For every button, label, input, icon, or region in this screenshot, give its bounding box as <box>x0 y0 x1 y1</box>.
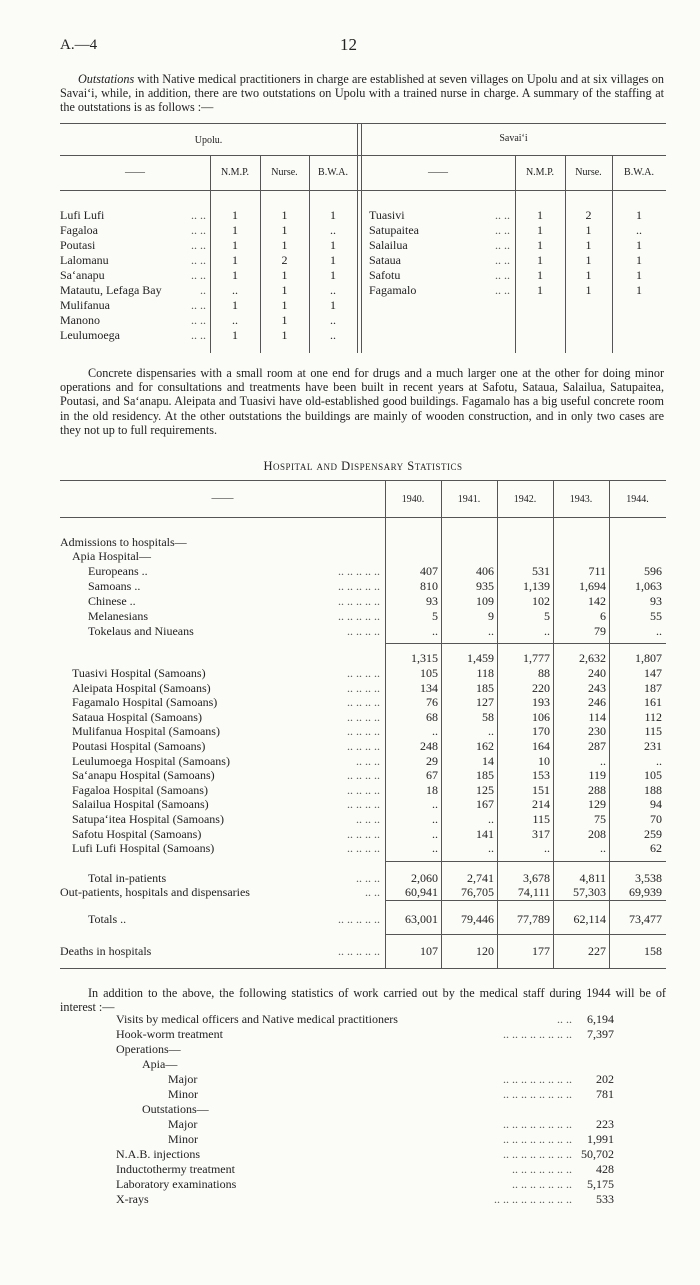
hospital-row-value: 248 <box>420 739 438 753</box>
hospital-row-label: Sataua Hospital (Samoans) <box>72 709 202 724</box>
leader-dots: .. .. <box>495 268 510 282</box>
outpatients-label: Out-patients, hospitals and dispensaries <box>60 885 250 899</box>
upolu-nurse-value: 1 <box>281 268 288 282</box>
hospital-row-value: 161 <box>644 695 662 710</box>
work-item-value: 781 <box>596 1087 614 1101</box>
upolu-bwa-value: .. <box>330 283 336 297</box>
hospital-row-value: 62 <box>650 841 662 856</box>
total-inpatients-label: Total in-patients <box>88 871 167 885</box>
upolu-bwa-value: .. <box>330 313 336 327</box>
work-item-label: Laboratory examinations <box>116 1177 237 1191</box>
leader-dots: .. .. <box>191 253 206 267</box>
totals-value: 79,446 <box>461 912 494 926</box>
leader-dots: .. .. .. .. .. .. .. .. <box>503 1117 572 1131</box>
totals-label: Totals .. <box>88 912 127 926</box>
totals-value: 73,477 <box>629 912 662 926</box>
hospital-row-value: 106 <box>532 709 550 724</box>
hospital-row-value: 29 <box>426 753 438 768</box>
savaii-nurse-value: 1 <box>585 253 592 267</box>
savaii-bwa-value: 1 <box>636 208 642 222</box>
hospital-row-value: 164 <box>532 739 550 753</box>
hospital-row-value: 14 <box>482 753 494 768</box>
work-item-value: 50,702 <box>581 1147 614 1161</box>
outpatients-value: 74,111 <box>517 885 550 899</box>
year-1942: 1942. <box>513 494 537 505</box>
upolu-nmp-value: .. <box>232 283 238 297</box>
upolu-bwa-value: 1 <box>330 208 336 222</box>
hospital-row-value: 193 <box>532 695 550 710</box>
upolu-nmp-value: .. <box>232 313 238 327</box>
hospital-row-value: 185 <box>476 680 494 695</box>
hospital-row-value: 220 <box>532 680 550 695</box>
outpatients-value: 57,303 <box>573 885 606 899</box>
leader-dots: .. .. .. .. .. .. .. .. .. <box>494 1192 572 1206</box>
apia-row-label: Melanesians <box>88 609 148 623</box>
hospital-row-value: .. <box>432 797 438 812</box>
work-item-label: Inductothermy treatment <box>116 1162 235 1176</box>
dispensaries-paragraph: Concrete dispensaries with a small room at one end for drugs and a much larger one at the other for doing minor operations and for consultations and treatments have been built in recent years at Safotu, Sataua, Salailua, Satupaitea, Poutasi, and Sa‘anapu. Aleipata and Tuasivi have old-established good buildings. Fagamalo has a big useful concrete room in the old residency. At the other outstations the buildings are mainly of wooden construction, and in only two cases are they not up to full requirements. <box>60 366 664 437</box>
upolu-nurse-value: 1 <box>281 313 288 327</box>
apia-row-value: .. <box>432 624 438 638</box>
work-item-value: 6,194 <box>587 1012 614 1026</box>
apia-row-value: 102 <box>532 594 550 608</box>
hospital-row-value: 18 <box>426 782 438 797</box>
hospital-row-value: 67 <box>426 768 438 783</box>
leader-dots: .. .. .. <box>356 871 380 885</box>
upolu-nmp-value: 1 <box>232 253 238 267</box>
savaii-bwa-value: 1 <box>636 238 642 252</box>
savaii-bwa-header: B.W.A. <box>624 167 654 178</box>
hospital-row-value: 76 <box>426 695 438 710</box>
savaii-nmp-value: 1 <box>537 268 543 282</box>
work-item-label: X-rays <box>116 1192 149 1206</box>
upolu-nurse-value: 1 <box>281 328 288 342</box>
work-item-value: 428 <box>596 1162 614 1176</box>
leader-dots: .. .. .. .. <box>347 739 380 753</box>
apia-row-label: Chinese .. <box>88 594 136 608</box>
hospital-row-label: Lufi Lufi Hospital (Samoans) <box>72 841 215 856</box>
leader-dots: .. .. <box>495 283 510 297</box>
leader-dots: .. .. .. .. .. .. .. .. <box>503 1147 572 1161</box>
upolu-bwa-header: B.W.A. <box>318 167 348 178</box>
savaii-nmp-header: N.M.P. <box>525 167 555 178</box>
apia-row-label: Samoans .. <box>88 579 141 593</box>
leader-dots: .. .. .. .. <box>347 841 380 856</box>
leader-dots: .. .. .. .. .. <box>338 912 380 926</box>
hospital-row-label: Salailua Hospital (Samoans) <box>72 797 209 812</box>
upolu-nurse-value: 1 <box>281 238 288 252</box>
leader-dots: .. .. <box>495 208 510 222</box>
hospital-row-value: 88 <box>538 666 550 680</box>
upolu-nmp-header: N.M.P. <box>220 167 250 178</box>
apia-row-label: Tokelaus and Niueans <box>88 624 194 638</box>
upolu-header: Upolu. <box>194 135 223 146</box>
upolu-station-name: Poutasi <box>60 238 96 252</box>
hospital-row-value: 134 <box>420 680 438 695</box>
savaii-station-name: Salailua <box>369 238 408 252</box>
upolu-nmp-value: 1 <box>232 223 238 237</box>
intro-text: with Native medical practitioners in charge are established at seven villages on Upolu and at six villages on Savai‘i, while, in addition, there are two outstations on Upolu with a trained nurse in charge. A summary of the staffing at the outstations is as follows :— <box>60 72 664 115</box>
leader-dots: .. .. .. .. .. .. .. .. <box>503 1087 572 1101</box>
apia-total-value: 1,315 <box>411 651 438 665</box>
outpatients-value: 60,941 <box>405 885 438 899</box>
upolu-station-name: Lalomanu <box>60 253 109 267</box>
upolu-bwa-value: 1 <box>330 253 336 267</box>
apia-row-value: .. <box>656 624 662 638</box>
hospital-row-value: 243 <box>588 680 606 695</box>
year-1944: 1944. <box>626 494 649 505</box>
leader-dots: .. .. .. .. <box>347 826 380 841</box>
upolu-nurse-header: Nurse. <box>271 167 298 178</box>
hospital-row-value: .. <box>432 826 438 841</box>
deaths-value: 177 <box>532 944 550 958</box>
work-item-value: 1,991 <box>587 1132 614 1146</box>
work-item-label: N.A.B. injections <box>116 1147 200 1161</box>
apia-row-value: 1,139 <box>523 579 550 593</box>
savaii-bwa-value: 1 <box>636 253 642 267</box>
hospital-row-value: 68 <box>426 709 438 724</box>
apia-row-value: 1,694 <box>579 579 606 593</box>
savaii-dash: —— <box>428 167 448 178</box>
upolu-station-name: Manono <box>60 313 100 327</box>
apia-row-value: 711 <box>588 564 606 578</box>
work-item-value: 223 <box>596 1117 614 1131</box>
savaii-bwa-value: .. <box>636 223 642 237</box>
upolu-nurse-value: 1 <box>281 223 288 237</box>
leader-dots: .. .. <box>191 328 206 342</box>
upolu-station-name: Leulumoega <box>60 328 120 342</box>
leader-dots: .. .. .. .. .. <box>338 594 380 608</box>
hospital-row-value: 240 <box>588 666 606 680</box>
leader-dots: .. .. .. .. .. <box>338 579 380 593</box>
total-inpatients-value: 4,811 <box>579 871 606 885</box>
hospital-row-value: 118 <box>476 666 494 680</box>
hospital-row-label: Aleipata Hospital (Samoans) <box>72 680 211 695</box>
apia-row-value: 6 <box>600 609 606 623</box>
work-item-label: Major <box>168 1072 198 1086</box>
leader-dots: .. .. .. .. .. <box>338 609 380 623</box>
savaii-nurse-header: Nurse. <box>575 167 602 178</box>
apia-row-value: 109 <box>476 594 494 608</box>
leader-dots: .. .. <box>191 223 206 237</box>
year-1943: 1943. <box>569 494 593 505</box>
apia-row-value: 596 <box>644 564 662 578</box>
hospital-row-value: .. <box>600 753 606 768</box>
total-inpatients-value: 3,678 <box>523 871 550 885</box>
leader-dots: .. .. <box>191 268 206 282</box>
hospital-row-value: 208 <box>588 826 606 841</box>
apia-total-value: 1,807 <box>635 651 662 665</box>
work-item-value: 7,397 <box>587 1027 614 1041</box>
upolu-bwa-value: .. <box>330 223 336 237</box>
leader-dots: .. .. .. .. <box>347 768 380 783</box>
upolu-station-name: Matautu, Lefaga Bay <box>60 283 162 297</box>
hospital-row-label: Leulumoega Hospital (Samoans) <box>72 753 230 768</box>
hospital-row-value: 115 <box>532 812 550 826</box>
leader-dots: .. .. .. .. <box>347 680 380 695</box>
savaii-nmp-value: 1 <box>537 223 543 237</box>
hospital-row-label: Mulifanua Hospital (Samoans) <box>72 724 220 739</box>
hospital-row-value: 153 <box>532 768 550 783</box>
apia-total-value: 2,632 <box>579 651 606 665</box>
hospital-row-value: .. <box>656 753 662 768</box>
upolu-nmp-value: 1 <box>232 328 238 342</box>
work-item-label: Minor <box>168 1132 198 1146</box>
savaii-nurse-value: 1 <box>585 238 592 252</box>
savaii-nmp-value: 1 <box>537 208 543 222</box>
page-number: 12 <box>340 35 357 54</box>
apia-row-value: 93 <box>426 594 438 608</box>
upolu-nurse-value: 1 <box>281 298 288 312</box>
leader-dots: .. .. .. .. <box>347 624 380 638</box>
apia-row-value: 79 <box>594 624 606 638</box>
leader-dots: .. .. .. .. <box>347 724 380 739</box>
upolu-bwa-value: 1 <box>330 238 336 252</box>
hospital-row-value: 94 <box>650 797 662 812</box>
leader-dots: .. .. .. .. .. .. .. .. <box>503 1132 572 1146</box>
apia-row-value: 810 <box>420 579 438 593</box>
hospital-row-value: 119 <box>588 768 606 783</box>
hospital-row-value: 112 <box>644 709 662 724</box>
hospital-row-value: 125 <box>476 782 494 797</box>
total-inpatients-value: 2,060 <box>411 871 438 885</box>
hospital-row-value: 162 <box>476 739 494 753</box>
deaths-label: Deaths in hospitals <box>60 944 152 958</box>
savaii-station-name: Safotu <box>369 268 401 282</box>
savaii-nurse-value: 1 <box>585 268 592 282</box>
upolu-station-name: Sa‘anapu <box>60 268 105 282</box>
leader-dots: .. .. .. .. <box>347 797 380 812</box>
hospital-row-value: 58 <box>482 709 494 724</box>
leader-dots: .. .. .. .. .. .. .. <box>512 1177 572 1191</box>
upolu-nmp-value: 1 <box>232 298 238 312</box>
apia-row-value: 93 <box>650 594 662 608</box>
hospital-row-value: 259 <box>644 826 662 841</box>
outstations-label: Outstations— <box>142 1102 209 1116</box>
deaths-value: 227 <box>588 944 606 958</box>
hospital-row-value: 105 <box>420 666 438 680</box>
apia-row-value: 407 <box>420 564 438 578</box>
leader-dots: .. .. <box>495 238 510 252</box>
deaths-value: 107 <box>420 944 438 958</box>
apia-label: Apia— <box>142 1057 178 1071</box>
upolu-bwa-value: 1 <box>330 268 336 282</box>
apia-row-value: 5 <box>544 609 550 623</box>
leader-dots: .. .. .. .. .. <box>338 564 380 578</box>
savaii-nurse-value: 2 <box>585 208 592 222</box>
deaths-value: 158 <box>644 944 662 958</box>
total-inpatients-value: 2,741 <box>467 871 494 885</box>
leader-dots: .. .. .. .. .. <box>338 944 380 958</box>
hospital-row-value: .. <box>600 841 606 856</box>
leader-dots: .. .. <box>191 298 206 312</box>
work-intro-paragraph: In addition to the above, the following statistics of work carried out by the medical staff during 1944 will be of interest :— <box>60 986 666 1015</box>
leader-dots: .. .. .. .. <box>347 695 380 710</box>
apia-row-value: 531 <box>532 564 550 578</box>
hospital-row-value: .. <box>432 841 438 856</box>
upolu-bwa-value: 1 <box>330 298 336 312</box>
apia-row-value: .. <box>544 624 550 638</box>
apia-hospital-label: Apia Hospital— <box>72 549 151 563</box>
hospital-row-label: Satupa‘itea Hospital (Samoans) <box>72 812 224 826</box>
hospital-row-value: 105 <box>644 768 662 783</box>
savaii-nmp-value: 1 <box>537 283 543 297</box>
leader-dots: .. .. .. .. .. .. .. .. <box>503 1027 572 1041</box>
upolu-nmp-value: 1 <box>232 268 238 282</box>
leader-dots: .. .. <box>191 208 206 222</box>
admissions-label: Admissions to hospitals— <box>60 535 187 549</box>
hospital-row-value: 75 <box>594 812 606 826</box>
deaths-value: 120 <box>476 944 494 958</box>
savaii-nurse-value: 1 <box>585 283 592 297</box>
hospital-row-label: Sa‘anapu Hospital (Samoans) <box>72 768 215 783</box>
hospital-row-value: 317 <box>532 826 550 841</box>
hospital-row-value: 230 <box>588 724 606 739</box>
work-item-label: Hook-worm treatment <box>116 1027 223 1041</box>
leader-dots: .. .. <box>495 223 510 237</box>
hospital-row-value: .. <box>432 724 438 739</box>
work-item-value: 202 <box>596 1072 614 1086</box>
hospital-row-value: .. <box>544 841 550 856</box>
hospital-row-value: 114 <box>588 709 606 724</box>
hospital-row-value: 288 <box>588 782 606 797</box>
operations-label: Operations— <box>116 1042 181 1056</box>
upolu-bwa-value: .. <box>330 328 336 342</box>
upolu-station-name: Mulifanua <box>60 298 110 312</box>
total-inpatients-value: 3,538 <box>635 871 662 885</box>
upolu-nurse-value: 1 <box>281 208 288 222</box>
upolu-nurse-value: 2 <box>281 253 288 267</box>
leader-dots: .. .. .. .. <box>347 666 380 680</box>
work-item-label: Visits by medical officers and Native medical practitioners <box>116 1012 398 1026</box>
hospital-row-label: Poutasi Hospital (Samoans) <box>72 739 206 753</box>
hospital-row-value: 70 <box>650 812 662 826</box>
apia-row-value: 55 <box>650 609 662 623</box>
work-item-value: 5,175 <box>587 1177 614 1191</box>
totals-value: 62,114 <box>573 912 606 926</box>
apia-row-value: 406 <box>476 564 494 578</box>
apia-row-value: 142 <box>588 594 606 608</box>
savaii-nurse-value: 1 <box>585 223 592 237</box>
upolu-station-name: Fagaloa <box>60 223 98 237</box>
leader-dots: .. <box>200 283 206 297</box>
hospital-row-label: Fagamalo Hospital (Samoans) <box>72 695 218 710</box>
hospital-row-value: 231 <box>644 739 662 753</box>
savaii-station-name: Tuasivi <box>369 208 405 222</box>
leader-dots: .. .. .. .. <box>347 782 380 797</box>
leader-dots: .. .. .. .. .. .. .. <box>512 1162 572 1176</box>
leader-dots: .. .. .. .. .. .. .. .. <box>503 1072 572 1086</box>
hospital-row-value: 214 <box>532 797 550 812</box>
upolu-station-name: Lufi Lufi <box>60 208 105 222</box>
year-1941: 1941. <box>457 494 481 505</box>
hospital-row-value: 10 <box>538 753 550 768</box>
apia-total-value: 1,777 <box>523 651 550 665</box>
leader-dots: .. .. <box>191 313 206 327</box>
stats-title: Hospital and Dispensary Statistics <box>263 459 463 473</box>
apia-row-label: Europeans .. <box>88 564 148 578</box>
hospital-row-value: .. <box>432 812 438 826</box>
apia-row-value: 9 <box>488 609 494 623</box>
work-item-label: Minor <box>168 1087 198 1101</box>
year-1940: 1940. <box>401 494 425 505</box>
hospital-row-value: .. <box>488 724 494 739</box>
savaii-bwa-value: 1 <box>636 283 642 297</box>
savaii-header: Savai‘i <box>499 133 528 144</box>
document-reference: A.—4 <box>60 37 98 53</box>
savaii-station-name: Sataua <box>369 253 401 267</box>
stats-dash: —— <box>211 492 234 504</box>
leader-dots: .. .. .. <box>356 812 380 826</box>
leader-dots: .. .. <box>365 885 380 899</box>
upolu-nmp-value: 1 <box>232 208 238 222</box>
hospital-row-value: 147 <box>644 666 662 680</box>
work-item-value: 533 <box>596 1192 614 1206</box>
savaii-station-name: Satupaitea <box>369 223 419 237</box>
leader-dots: .. .. .. <box>356 753 380 768</box>
hospital-row-value: 185 <box>476 768 494 783</box>
apia-row-value: .. <box>488 624 494 638</box>
leader-dots: .. .. <box>557 1012 572 1026</box>
upolu-nurse-value: 1 <box>281 283 288 297</box>
leader-dots: .. .. <box>495 253 510 267</box>
apia-row-value: 935 <box>476 579 494 593</box>
hospital-row-value: 188 <box>644 782 662 797</box>
leader-dots: .. .. <box>191 238 206 252</box>
apia-total-value: 1,459 <box>467 651 494 665</box>
savaii-bwa-value: 1 <box>636 268 642 282</box>
hospital-row-value: 167 <box>476 797 494 812</box>
hospital-row-value: 170 <box>532 724 550 739</box>
hospital-row-label: Fagaloa Hospital (Samoans) <box>72 782 208 797</box>
totals-value: 63,001 <box>405 912 438 926</box>
savaii-station-name: Fagamalo <box>369 283 417 297</box>
savaii-nmp-value: 1 <box>537 253 543 267</box>
hospital-row-value: 151 <box>532 782 550 797</box>
hospital-row-value: 141 <box>476 826 494 841</box>
hospital-row-label: Tuasivi Hospital (Samoans) <box>72 666 206 680</box>
hospital-row-value: 129 <box>588 797 606 812</box>
apia-row-value: 5 <box>432 609 438 623</box>
upolu-dash: —— <box>125 167 145 178</box>
hospital-row-value: 127 <box>476 695 494 710</box>
leader-dots: .. .. .. .. <box>347 709 380 724</box>
work-item-label: Major <box>168 1117 198 1131</box>
hospital-row-value: 287 <box>588 739 606 753</box>
outpatients-value: 76,705 <box>461 885 494 899</box>
hospital-row-value: 246 <box>588 695 606 710</box>
hospital-row-value: .. <box>488 841 494 856</box>
upolu-nmp-value: 1 <box>232 238 238 252</box>
hospital-row-label: Safotu Hospital (Samoans) <box>72 826 202 841</box>
apia-row-value: 1,063 <box>635 579 662 593</box>
outpatients-value: 69,939 <box>629 885 662 899</box>
savaii-nmp-value: 1 <box>537 238 543 252</box>
hospital-row-value: 187 <box>644 680 662 695</box>
totals-value: 77,789 <box>517 912 550 926</box>
intro-lead: Outstations <box>78 72 135 86</box>
hospital-row-value: .. <box>488 812 494 826</box>
hospital-row-value: 115 <box>644 724 662 739</box>
